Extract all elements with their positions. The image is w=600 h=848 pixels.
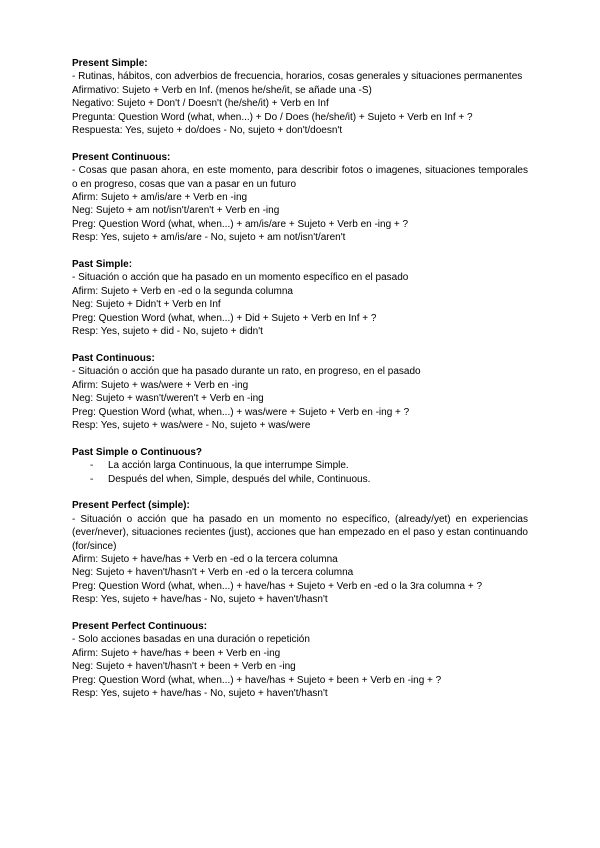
affirmative-rule: Afirm: Sujeto + have/has + been + Verb en -ing — [72, 647, 281, 659]
section-heading: Past Simple o Continuous? — [72, 446, 203, 458]
section-description: - Solo acciones basadas en una duración o repetición — [72, 634, 310, 646]
section-heading: Past Continuous: — [72, 352, 155, 364]
section-description: - Situación o acción que ha pasado durante un rato, en progreso, en el pasado — [72, 366, 421, 378]
question-rule: Preg: Question Word (what, when...) + have/has + Sujeto + Verb en -ed o la 3ra columna + ? — [72, 580, 483, 592]
bullet-text: Después del when, Simple, después del while, Continuous. — [108, 473, 371, 485]
section-heading: Present Continuous: — [72, 151, 171, 163]
negative-rule: Neg: Sujeto + wasn't/weren't + Verb en -ing — [72, 393, 264, 405]
section-past-continuous — [72, 352, 528, 432]
affirmative-rule: Afirm: Sujeto + Verb en -ed o la segunda columna — [72, 285, 293, 297]
affirmative-rule: Afirmativo: Sujeto + Verb en Inf. (menos he/she/it, se añade una -S) — [72, 84, 372, 96]
section-past-simple — [72, 258, 528, 338]
negative-rule: Neg: Sujeto + haven't/hasn't + been + Verb en -ing — [72, 661, 296, 673]
section-heading: Past Simple: — [72, 259, 133, 271]
bullet-list — [72, 459, 528, 486]
dash-bullet-icon: - — [90, 473, 94, 485]
answer-rule: Resp: Yes, sujeto + was/were - No, sujeto + was/were — [72, 419, 311, 431]
answer-rule: Resp: Yes, sujeto + am/is/are - No, sujeto + am not/isn't/aren't — [72, 232, 346, 244]
negative-rule: Neg: Sujeto + am not/isn't/aren't + Verb en -ing — [72, 205, 280, 217]
section-description: - Cosas que pasan ahora, en este momento, para describir fotos o imagenes, situaciones temporales o en progreso, cosas que van a pasar en un futuro — [72, 165, 528, 190]
section-present-perfect — [72, 499, 528, 606]
bullet-item — [72, 459, 528, 472]
question-rule: Preg: Question Word (what, when...) + am/is/are + Sujeto + Verb en -ing + ? — [72, 218, 409, 230]
answer-rule: Resp: Yes, sujeto + have/has - No, sujeto + haven't/hasn't — [72, 594, 328, 606]
section-description: - Situación o acción que ha pasado en un momento específico en el pasado — [72, 272, 409, 284]
section-description: - Situación o acción que ha pasado en un momento no específico, (already/yet) en experiencias (ever/never), situaciones recientes (just), acciones que han empezado en el paso y estan continuando (for/since) — [72, 513, 528, 552]
bullet-text: La acción larga Continuous, la que interrumpe Simple. — [108, 460, 349, 472]
section-present-continuous — [72, 151, 528, 245]
affirmative-rule: Afirm: Sujeto + have/has + Verb en -ed o la tercera columna — [72, 553, 338, 565]
negative-rule: Neg: Sujeto + haven't/hasn't + Verb en -ed o la tercera columna — [72, 567, 354, 579]
section-present-simple — [72, 57, 528, 137]
bullet-item — [72, 473, 528, 486]
section-heading: Present Perfect Continuous: — [72, 620, 208, 632]
section-present-perfect-continuous — [72, 620, 528, 700]
section-heading: Present Perfect (simple): — [72, 500, 190, 512]
answer-rule: Resp: Yes, sujeto + did - No, sujeto + didn't — [72, 326, 263, 338]
affirmative-rule: Afirm: Sujeto + am/is/are + Verb en -ing — [72, 192, 248, 204]
question-rule: Pregunta: Question Word (what, when...) + Do / Does (he/she/it) + Sujeto + Verb en Inf + ? — [72, 111, 473, 123]
question-rule: Preg: Question Word (what, when...) + Did + Sujeto + Verb en Inf + ? — [72, 312, 377, 324]
question-rule: Preg: Question Word (what, when...) + have/has + Sujeto + been + Verb en -ing + ? — [72, 674, 442, 686]
section-past-simple-or-continuous — [72, 446, 528, 486]
negative-rule: Neg: Sujeto + Didn't + Verb en Inf — [72, 299, 221, 311]
answer-rule: Resp: Yes, sujeto + have/has - No, sujeto + haven't/hasn't — [72, 688, 328, 699]
question-rule: Preg: Question Word (what, when...) + was/were + Sujeto + Verb en -ing + ? — [72, 406, 410, 418]
section-description: - Rutinas, hábitos, con adverbios de frecuencia, horarios, cosas generales y situaciones permanentes — [72, 71, 523, 83]
affirmative-rule: Afirm: Sujeto + was/were + Verb en -ing — [72, 379, 249, 391]
answer-rule: Respuesta: Yes, sujeto + do/does - No, sujeto + don't/doesn't — [72, 125, 343, 137]
dash-bullet-icon: - — [90, 460, 94, 472]
negative-rule: Negativo: Sujeto + Don't / Doesn't (he/she/it) + Verb en Inf — [72, 98, 329, 110]
section-heading: Present Simple: — [72, 58, 148, 69]
